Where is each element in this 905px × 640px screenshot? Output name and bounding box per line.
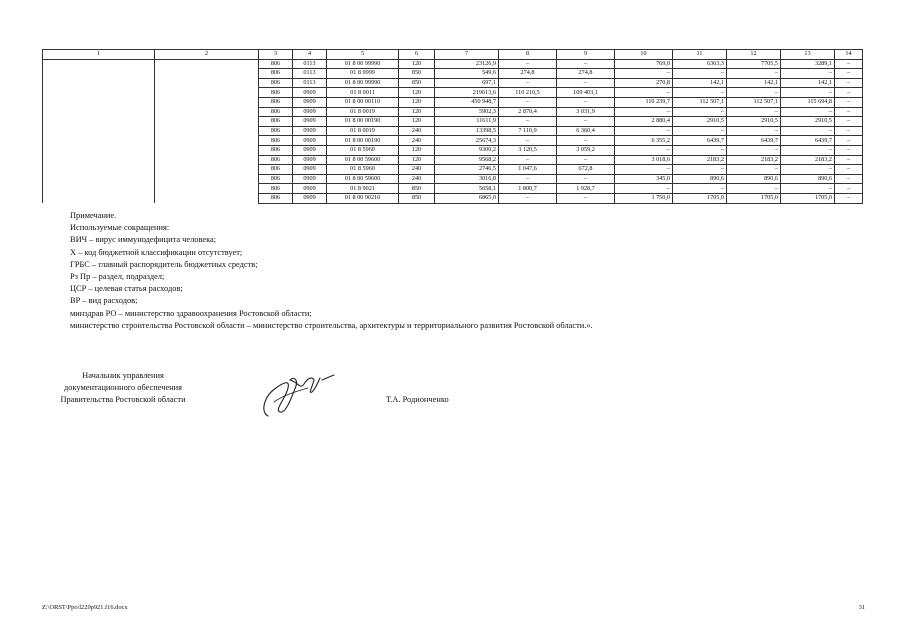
table-row <box>43 155 863 165</box>
table-cell: 806 <box>259 88 293 98</box>
table-cell: 240 <box>399 126 435 136</box>
table-cell: 01 8 00 59600 <box>327 174 399 184</box>
table-cell <box>43 117 155 127</box>
table-cell: 01 8 9021 <box>327 184 399 194</box>
table-cell: – <box>673 184 727 194</box>
abbrev-item: минздрав РО – министерство здравоохранения Ростовской области; <box>70 308 312 318</box>
budget-table <box>42 49 863 204</box>
table-cell: 2910,5 <box>727 117 781 127</box>
table-cell: 769,0 <box>615 59 673 69</box>
table-header-row <box>43 50 863 60</box>
table-cell: 2183,2 <box>673 155 727 165</box>
column-header: 8 <box>499 50 557 60</box>
table-cell: – <box>727 184 781 194</box>
table-cell: 3016,8 <box>435 174 499 184</box>
table-cell <box>43 107 155 117</box>
table-row <box>43 174 863 184</box>
table-cell <box>155 117 259 127</box>
table-cell: 5658,1 <box>435 184 499 194</box>
table-cell: 806 <box>259 107 293 117</box>
table-cell: 6 355,2 <box>615 136 673 146</box>
table-cell: – <box>499 97 557 107</box>
table-row <box>43 184 863 194</box>
table-cell <box>43 78 155 88</box>
abbrev-item: министерство строительства Ростовской области – министерство строительства, архитектуры и территориального развития Ростовской области.». <box>70 320 593 330</box>
table-cell: 11611,9 <box>435 117 499 127</box>
notes-intro: Используемые сокращения: <box>70 223 170 233</box>
table-cell: 806 <box>259 136 293 146</box>
table-cell: – <box>615 88 673 98</box>
table-row <box>43 78 863 88</box>
table-cell: 240 <box>399 165 435 175</box>
table-cell: 549,6 <box>435 69 499 79</box>
table-cell: – <box>781 107 835 117</box>
table-cell: 120 <box>399 97 435 107</box>
file-path: Z:\ORST\Ppo\l229p921.f16.docx <box>42 604 128 611</box>
table-cell: – <box>835 69 863 79</box>
table-cell: 120 <box>399 117 435 127</box>
table-cell: – <box>673 88 727 98</box>
table-cell <box>43 126 155 136</box>
table-cell: 3289,1 <box>781 59 835 69</box>
table-cell: – <box>557 136 615 146</box>
table-cell: – <box>499 174 557 184</box>
table-cell: – <box>835 193 863 203</box>
table-cell: 01 8 00 59600 <box>327 155 399 165</box>
column-header: 7 <box>435 50 499 60</box>
table-cell: 01 8 00 99990 <box>327 59 399 69</box>
table-cell: 890,6 <box>781 174 835 184</box>
table-cell: 850 <box>399 78 435 88</box>
table-cell <box>155 88 259 98</box>
table-cell: 2183,2 <box>781 155 835 165</box>
table-cell <box>155 126 259 136</box>
table-cell: – <box>835 184 863 194</box>
table-cell: – <box>615 184 673 194</box>
table-cell: – <box>835 78 863 88</box>
table-cell: – <box>835 165 863 175</box>
table-cell: 9568,2 <box>435 155 499 165</box>
table-cell: 01 8 0011 <box>327 88 399 98</box>
table-cell: – <box>727 165 781 175</box>
table-cell <box>43 184 155 194</box>
column-header: 9 <box>557 50 615 60</box>
table-cell: 0113 <box>293 78 327 88</box>
abbrev-item: ГРБС – главный распорядитель бюджетных средств; <box>70 259 258 269</box>
table-cell: – <box>835 136 863 146</box>
table-cell: – <box>727 145 781 155</box>
table-cell: – <box>557 97 615 107</box>
table-cell <box>155 174 259 184</box>
signer-position-line: Начальник управления <box>82 371 164 380</box>
notes-block <box>70 210 593 332</box>
table-row <box>43 88 863 98</box>
table-cell <box>43 69 155 79</box>
table-cell: – <box>835 174 863 184</box>
notes-title: Примечание. <box>70 211 117 220</box>
table-cell <box>155 136 259 146</box>
table-cell: 0909 <box>293 136 327 146</box>
table-cell: 25674,3 <box>435 136 499 146</box>
table-cell: 120 <box>399 155 435 165</box>
abbrev-item: ВИЧ – вирус иммунодефицита человека; <box>70 235 217 245</box>
table-cell: 2910,5 <box>673 117 727 127</box>
table-cell: 240 <box>399 174 435 184</box>
table-cell: – <box>557 174 615 184</box>
table-cell <box>155 145 259 155</box>
table-cell: 01 8 5960 <box>327 145 399 155</box>
column-header: 13 <box>781 50 835 60</box>
table-cell: – <box>557 117 615 127</box>
table-cell <box>43 155 155 165</box>
table-cell: 697,1 <box>435 78 499 88</box>
table-cell: – <box>557 193 615 203</box>
table-cell: 450 948,7 <box>435 97 499 107</box>
table-cell: – <box>835 126 863 136</box>
table-cell: 240 <box>399 136 435 146</box>
table-cell: 120 <box>399 107 435 117</box>
signer-position-line: Правительства Ростовской области <box>60 395 186 405</box>
table-cell: 890,6 <box>727 174 781 184</box>
table-cell: – <box>781 126 835 136</box>
table-row <box>43 107 863 117</box>
table-cell: 1 800,7 <box>499 184 557 194</box>
table-cell: 0909 <box>293 88 327 98</box>
table-cell: 2910,5 <box>781 117 835 127</box>
table-row <box>43 193 863 203</box>
table-cell <box>155 165 259 175</box>
table-cell: 7 110,9 <box>499 126 557 136</box>
table-cell: 219613,6 <box>435 88 499 98</box>
table-cell <box>43 174 155 184</box>
table-row <box>43 97 863 107</box>
table-cell: 850 <box>399 193 435 203</box>
table-cell: 120 <box>399 145 435 155</box>
table-cell: 806 <box>259 165 293 175</box>
table-cell: 2183,2 <box>727 155 781 165</box>
table-cell: – <box>673 107 727 117</box>
table-cell: 142,1 <box>727 78 781 88</box>
table-cell: – <box>835 107 863 117</box>
table-cell: 2746,5 <box>435 165 499 175</box>
table-cell: – <box>499 117 557 127</box>
table-cell: – <box>727 69 781 79</box>
table-cell: 01 8 00 90210 <box>327 193 399 203</box>
abbrev-item: ЦСР – целевая статья расходов; <box>70 284 183 294</box>
table-cell: 806 <box>259 174 293 184</box>
column-header: 10 <box>615 50 673 60</box>
column-header: 3 <box>259 50 293 60</box>
table-cell: 3 031,9 <box>557 107 615 117</box>
table-cell: – <box>781 184 835 194</box>
column-header: 4 <box>293 50 327 60</box>
column-header: 11 <box>673 50 727 60</box>
table-cell: 112 507,1 <box>673 97 727 107</box>
table-cell: 1705,0 <box>781 193 835 203</box>
signer-position-line: документационного обеспечения <box>64 383 182 393</box>
table-cell: 120 <box>399 88 435 98</box>
table-cell: 142,1 <box>673 78 727 88</box>
table-cell: 890,6 <box>673 174 727 184</box>
table-cell <box>155 69 259 79</box>
table-cell <box>43 88 155 98</box>
table-cell: 850 <box>399 184 435 194</box>
table-row <box>43 165 863 175</box>
table-cell: 23126,9 <box>435 59 499 69</box>
table-cell: 1 928,7 <box>557 184 615 194</box>
table-cell <box>43 193 155 203</box>
table-cell: – <box>557 59 615 69</box>
table-row <box>43 59 863 69</box>
column-header: 1 <box>43 50 155 60</box>
table-cell: 806 <box>259 117 293 127</box>
table-cell: 01 8 00 00190 <box>327 117 399 127</box>
table-cell: 01 8 0019 <box>327 107 399 117</box>
table-cell: 3 120,5 <box>499 145 557 155</box>
table-cell: 806 <box>259 193 293 203</box>
table-cell: 142,1 <box>781 78 835 88</box>
column-header: 12 <box>727 50 781 60</box>
abbrev-item: Рз Пр – раздел, подраздел; <box>70 272 165 282</box>
table-cell: 0909 <box>293 97 327 107</box>
table-cell <box>155 193 259 203</box>
table-cell <box>155 107 259 117</box>
table-cell: 806 <box>259 59 293 69</box>
abbrev-item: Х – код бюджетной классификации отсутствует; <box>70 247 243 257</box>
table-cell: 112 507,1 <box>727 97 781 107</box>
table-cell <box>155 155 259 165</box>
table-cell: – <box>835 88 863 98</box>
table-cell: – <box>499 136 557 146</box>
table-cell: 1705,0 <box>727 193 781 203</box>
signer-name: Т.А. Родионченко <box>386 395 449 404</box>
table-cell: 3 059,2 <box>557 145 615 155</box>
table-cell: 9300,2 <box>435 145 499 155</box>
table-cell: 01 8 00 00110 <box>327 97 399 107</box>
table-cell: – <box>781 69 835 79</box>
signer-position <box>42 370 204 407</box>
column-header: 14 <box>835 50 863 60</box>
table-cell: 01 8 5960 <box>327 165 399 175</box>
table-cell: 01 8 0019 <box>327 126 399 136</box>
table-cell: 0113 <box>293 69 327 79</box>
table-cell: 672,8 <box>557 165 615 175</box>
table-row <box>43 145 863 155</box>
table-cell <box>155 184 259 194</box>
table-cell: 0909 <box>293 155 327 165</box>
table-cell: 2 870,4 <box>499 107 557 117</box>
table-cell: – <box>781 145 835 155</box>
table-cell: 7705,5 <box>727 59 781 69</box>
table-cell: – <box>673 145 727 155</box>
table-cell: 850 <box>399 69 435 79</box>
table-cell: 109 403,1 <box>557 88 615 98</box>
table-cell: – <box>835 145 863 155</box>
table-row <box>43 69 863 79</box>
table-row <box>43 117 863 127</box>
table-cell: 5902,3 <box>435 107 499 117</box>
table-cell: – <box>835 59 863 69</box>
table-cell: 110 239,7 <box>615 97 673 107</box>
table-cell: 1705,0 <box>673 193 727 203</box>
table-cell: – <box>499 59 557 69</box>
table-cell: 6439,7 <box>781 136 835 146</box>
table-cell: – <box>615 69 673 79</box>
table-cell: 01 8 00 00190 <box>327 136 399 146</box>
table-cell: 806 <box>259 78 293 88</box>
table-cell: 120 <box>399 59 435 69</box>
table-cell: 0909 <box>293 117 327 127</box>
table-cell: 01 8 00 99990 <box>327 78 399 88</box>
table-cell: – <box>727 107 781 117</box>
table-cell: 3 018,6 <box>615 155 673 165</box>
table-cell: 13398,5 <box>435 126 499 136</box>
table-cell: – <box>557 155 615 165</box>
table-cell: – <box>835 155 863 165</box>
page-number: 31 <box>858 604 865 611</box>
table-cell <box>155 59 259 69</box>
table-cell: 0909 <box>293 126 327 136</box>
table-cell: 0909 <box>293 145 327 155</box>
table-cell: – <box>727 126 781 136</box>
table-row <box>43 136 863 146</box>
table-cell: 274,8 <box>499 69 557 79</box>
abbrev-item: ВР – вид расходов; <box>70 296 138 306</box>
table-cell: – <box>499 78 557 88</box>
table-cell <box>43 97 155 107</box>
table-cell: 806 <box>259 184 293 194</box>
table-cell: – <box>615 126 673 136</box>
column-header: 2 <box>155 50 259 60</box>
table-cell: – <box>781 165 835 175</box>
table-cell: – <box>615 165 673 175</box>
table-cell: 6 360,4 <box>557 126 615 136</box>
table-cell: 2 880,4 <box>615 117 673 127</box>
table-cell: – <box>673 126 727 136</box>
table-cell: 345,0 <box>615 174 673 184</box>
column-header: 6 <box>399 50 435 60</box>
table-cell: – <box>499 193 557 203</box>
table-cell: – <box>673 165 727 175</box>
table-cell <box>43 145 155 155</box>
table-cell: – <box>781 88 835 98</box>
table-cell: 274,8 <box>557 69 615 79</box>
table-cell: 01 8 9999 <box>327 69 399 79</box>
table-cell: – <box>615 145 673 155</box>
column-header: 5 <box>327 50 399 60</box>
table-cell: 1 750,0 <box>615 193 673 203</box>
table-cell: 0113 <box>293 59 327 69</box>
table-cell: 270,8 <box>615 78 673 88</box>
table-cell: 806 <box>259 126 293 136</box>
table-cell: 0909 <box>293 184 327 194</box>
table-cell: – <box>727 88 781 98</box>
table-cell <box>43 136 155 146</box>
handwritten-signature <box>254 366 344 426</box>
table-cell: 115 694,8 <box>781 97 835 107</box>
table-cell: 6363,3 <box>673 59 727 69</box>
table-row <box>43 126 863 136</box>
table-cell: – <box>835 117 863 127</box>
table-cell: 6439,7 <box>727 136 781 146</box>
table-cell: 806 <box>259 145 293 155</box>
table-cell <box>43 59 155 69</box>
table-cell: 6865,0 <box>435 193 499 203</box>
table-cell: – <box>615 107 673 117</box>
table-cell: – <box>835 97 863 107</box>
table-cell <box>43 165 155 175</box>
table-cell <box>155 97 259 107</box>
table-cell: – <box>673 69 727 79</box>
table-cell: – <box>557 78 615 88</box>
table-cell: 1 047,6 <box>499 165 557 175</box>
table-body <box>43 59 863 203</box>
table-cell: 0909 <box>293 165 327 175</box>
table-cell: 0909 <box>293 193 327 203</box>
table-cell <box>155 78 259 88</box>
table-cell: 110 210,5 <box>499 88 557 98</box>
table-cell: 0909 <box>293 174 327 184</box>
table-cell: 0909 <box>293 107 327 117</box>
table-cell: 806 <box>259 97 293 107</box>
table-cell: 6439,7 <box>673 136 727 146</box>
table-cell: 806 <box>259 69 293 79</box>
table-cell: – <box>499 155 557 165</box>
table-cell: 806 <box>259 155 293 165</box>
